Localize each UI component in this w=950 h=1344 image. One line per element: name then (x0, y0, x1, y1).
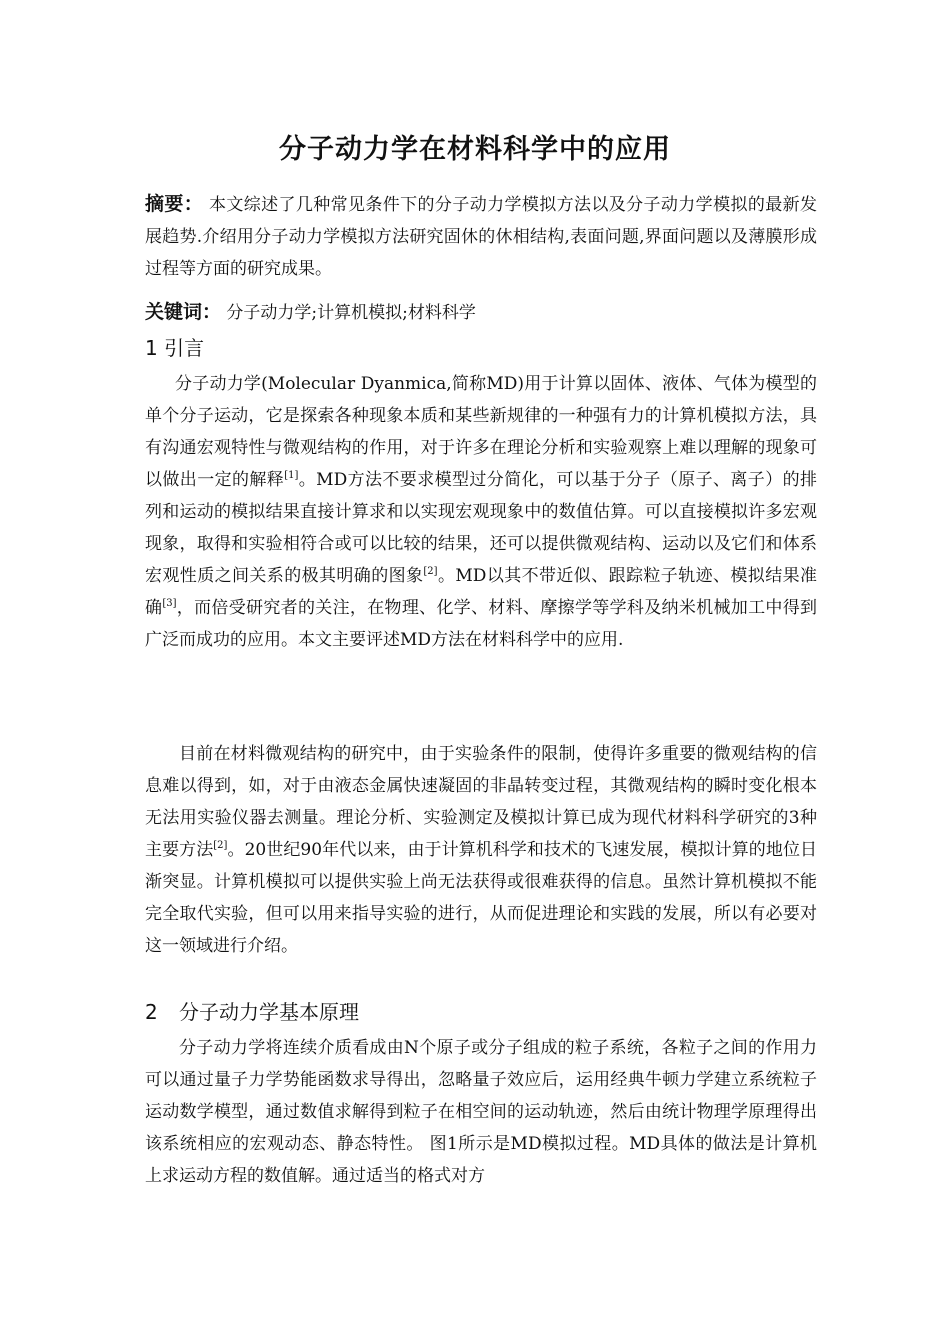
section-2-paragraph-1: 分子动力学将连续介质看成由N个原子或分子组成的粒子系统，各粒子之间的作用力可以通过量子力学势能函数求导得出，忽略量子效应后，运用经典牛顿力学建立系统粒子运动数学模型，通过数值求解得到粒子在相空间的运动轨迹，然后由统计物理学原理得出该系统相应的宏观动态、静态特性。 图1所示是MD模拟过程。MD具体的做法是计算机上求运动方程的数值解。通过适当的格式对方 (145, 1038, 817, 1186)
paragraph-text: 分子动力学(Molecular Dyanmica,简称MD)用于计算以固体、液体、气体为模型的单个分子运动，它是探索各种现象本质和某些新规律的一种强有力的计算机模拟方法，具有沟通宏观特性与微观结构的作用，对于许多在理论分析和实验观察上难以理解的现象可以做出一定的解释 (145, 374, 817, 490)
abstract-label: 摘要： (145, 193, 204, 215)
section-2-heading (145, 996, 359, 1028)
keywords (145, 296, 817, 329)
citation-ref: [2] (423, 566, 438, 577)
section-number: 2 (145, 1000, 158, 1024)
paragraph-text: 。MD方法不要求模型过分简化，可以基于分子（原子、离子）的排列和运动的模拟结果直接计算求和以实现宏观现象中的数值估算。可以直接模拟许多宏观现象，取得和实验相符合或可以比较的结果，还可以提供微观结构、运动以及它们和体系宏观性质之间关系的极其明确的图象 (145, 470, 817, 586)
keywords-text: 分子动力学;计算机模拟;材料科学 (221, 303, 476, 323)
paragraph-text: 目前在材料微观结构的研究中，由于实验条件的限制，使得许多重要的微观结构的信息难以得到，如，对于由液态金属快速凝固的非晶转变过程，其微观结构的瞬时变化根本无法用实验仪器去测量。理论分析、实验测定及模拟计算已成为现代材料科学研究的3种主要方法 (145, 744, 817, 860)
citation-ref: [2] (213, 840, 228, 851)
section-title: 分子动力学基本原理 (179, 1000, 359, 1024)
paragraph-text: 。20世纪90年代以来，由于计算机科学和技术的飞速发展，模拟计算的地位日渐突显。计算机模拟可以提供实验上尚无法获得或很难获得的信息。虽然计算机模拟不能完全取代实验，但可以用来指导实验的进行，从而促进理论和实践的发展，所以有必要对这一领域进行介绍。 (145, 840, 818, 956)
section-1-heading: 1 引言 (145, 336, 205, 360)
section-1-paragraph-1 (145, 368, 817, 656)
abstract (145, 188, 817, 285)
keywords-label: 关键词： (145, 301, 222, 323)
paragraph-text: 。MD以其不带近似、跟踪粒子轨迹、模拟结果准确 (145, 566, 818, 618)
section-1-paragraph-2 (145, 738, 817, 962)
citation-ref: [1] (284, 470, 299, 481)
citation-ref: [3] (162, 598, 177, 609)
abstract-text: 本文综述了几种常见条件下的分子动力学模拟方法以及分子动力学模拟的最新发展趋势.介绍用分子动力学模拟方法研究固休的休相结构,表面问题,界面问题以及薄膜形成过程等方面的研究成果。 (145, 195, 817, 279)
paragraph-text: ，而倍受研究者的关注，在物理、化学、材料、摩擦学等学科及纳米机械加工中得到广泛而成功的应用。本文主要评述MD方法在材料科学中的应用. (145, 598, 817, 650)
paper-title: 分子动力学在材料科学中的应用 (279, 134, 671, 165)
